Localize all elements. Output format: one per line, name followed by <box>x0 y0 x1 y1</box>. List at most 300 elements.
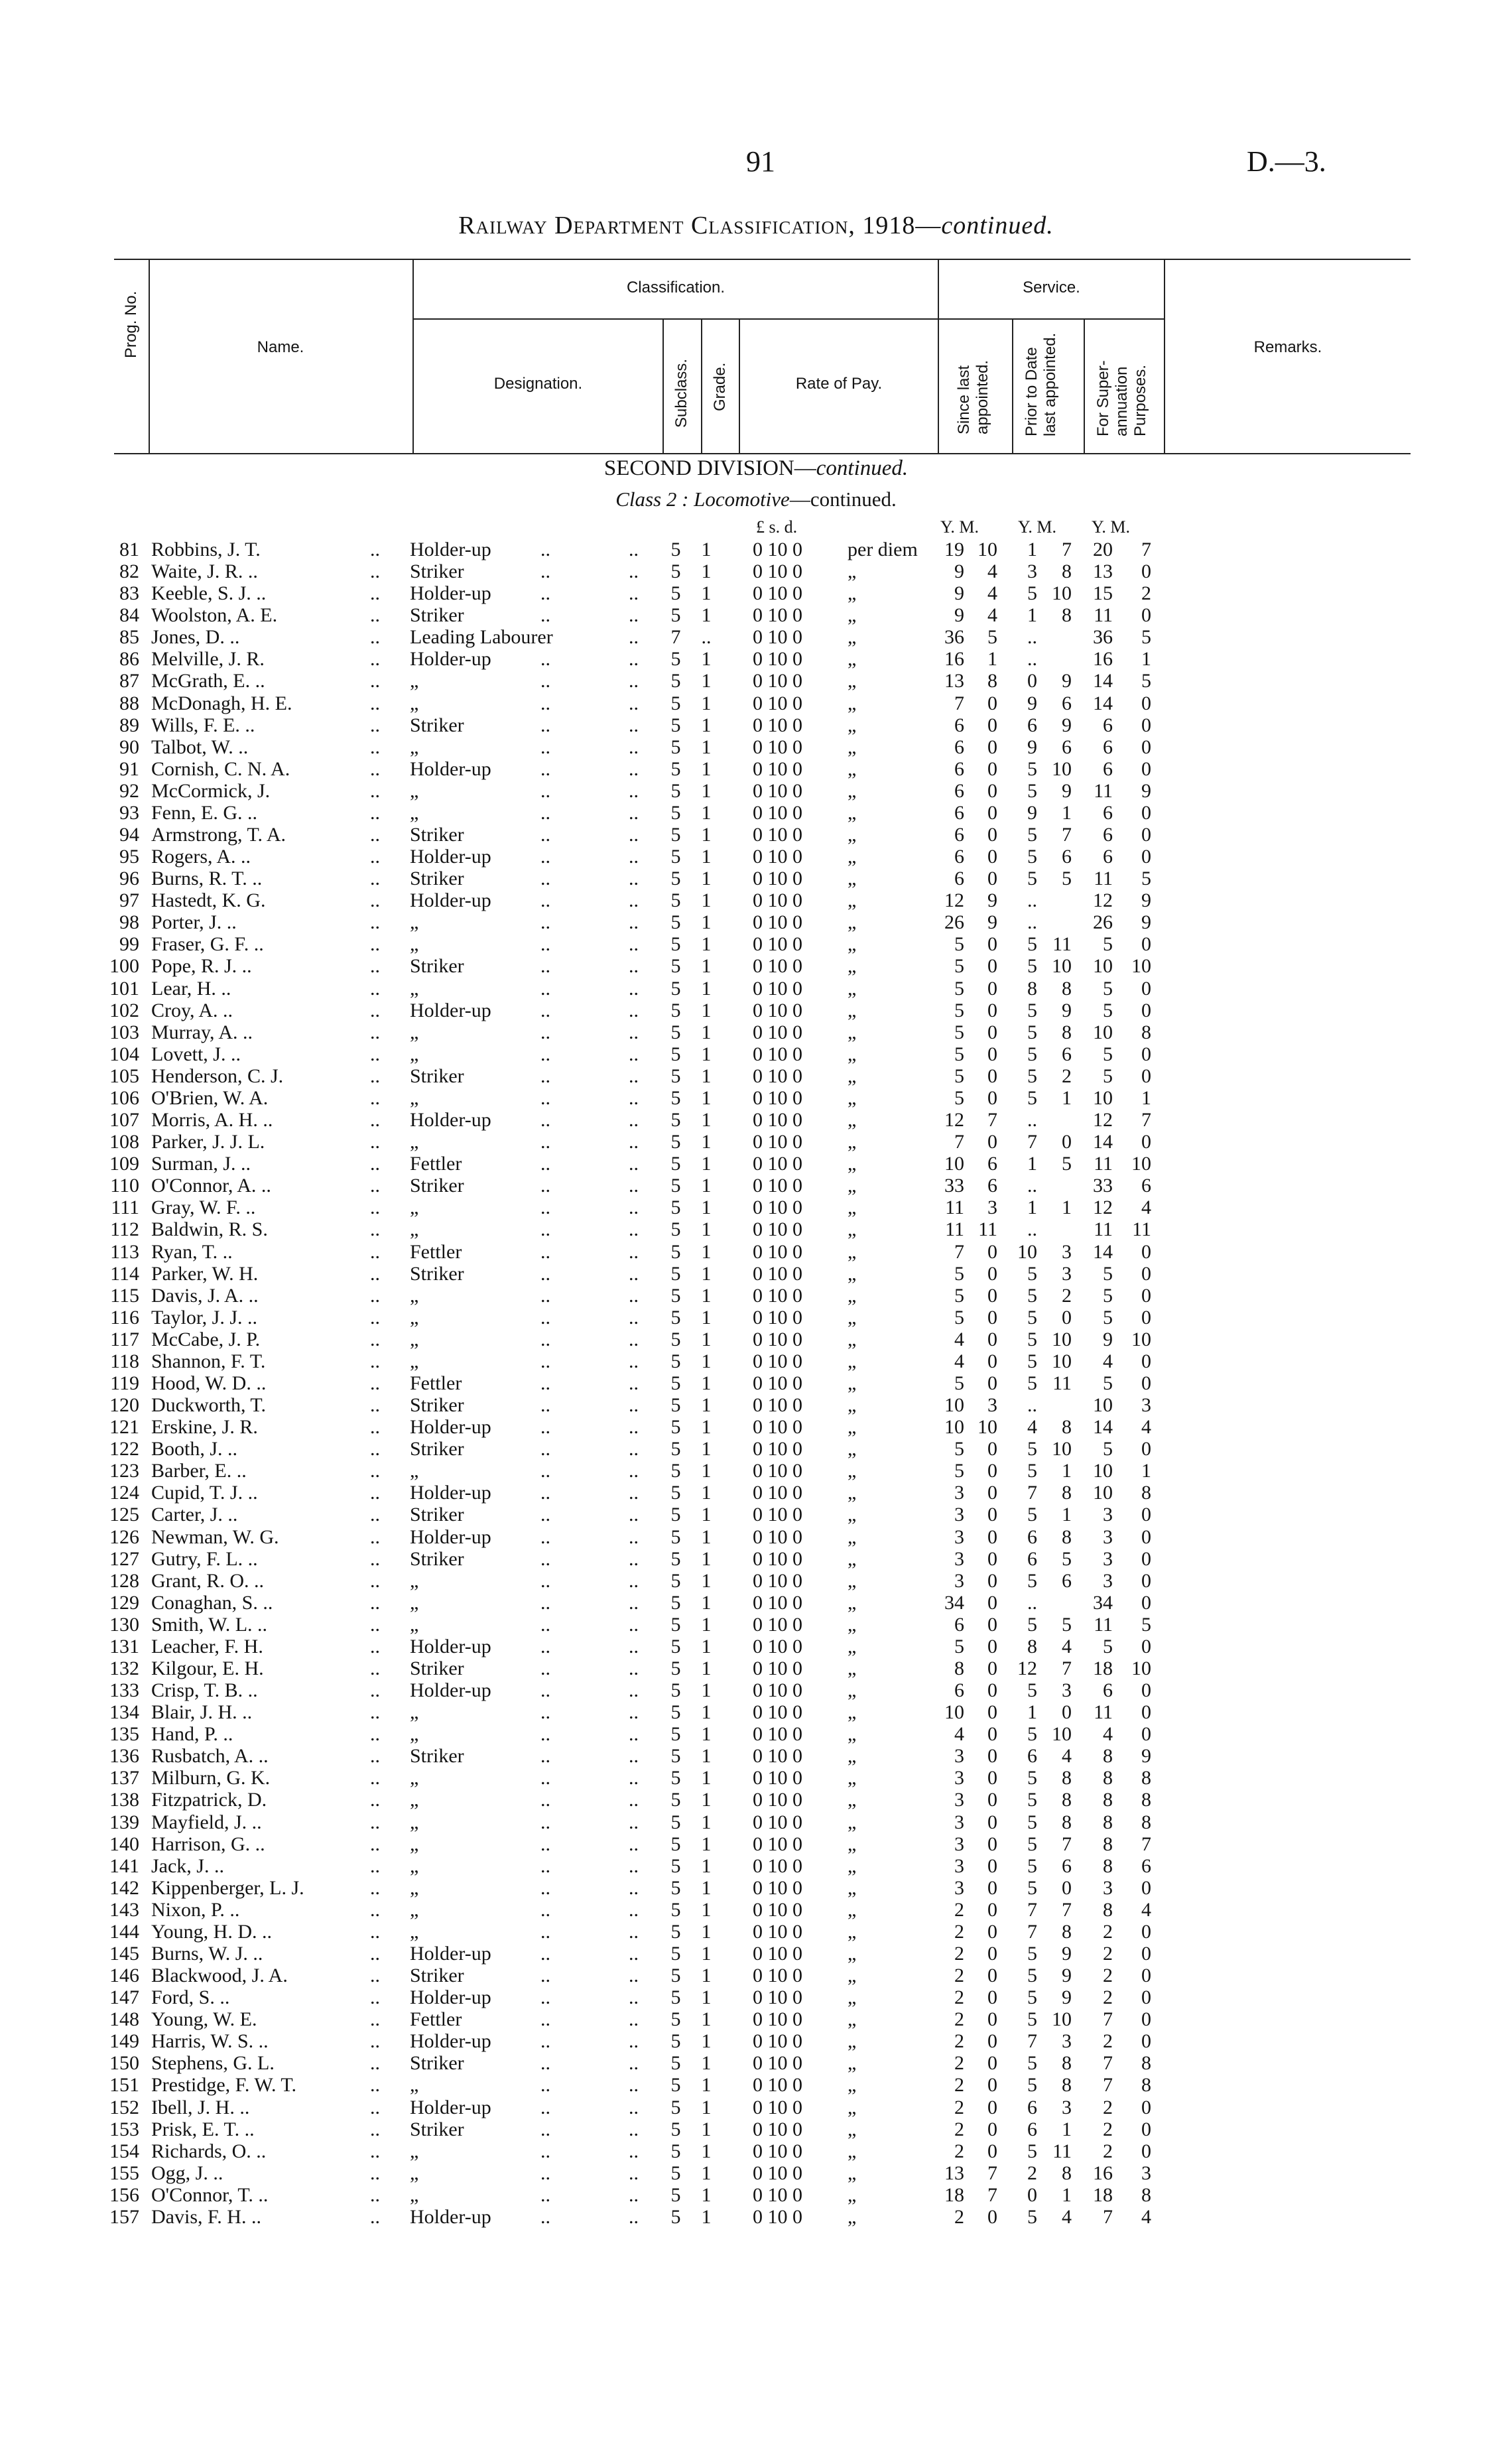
leader-dots: .. <box>540 2183 550 2206</box>
rate-of-pay: 0 10 0 <box>753 648 802 671</box>
subclass: 5 <box>670 1723 681 1746</box>
table-row <box>0 2162 1512 2184</box>
since-years: 11 <box>945 1197 964 1219</box>
rate-of-pay: 0 10 0 <box>753 2008 802 2031</box>
since-months: 0 <box>987 1569 997 1592</box>
leader-dots: .. <box>629 1657 639 1679</box>
since-years: 2 <box>954 2052 964 2075</box>
since-years: 11 <box>945 1218 964 1241</box>
leader-dots: .. <box>540 1811 550 1833</box>
leader-dots: .. <box>370 1591 380 1614</box>
designation: „ <box>410 1218 419 1241</box>
super-months: 0 <box>1141 1635 1151 1657</box>
table-body <box>0 539 1512 2228</box>
prog-no: 143 <box>109 1898 139 1921</box>
prog-no: 91 <box>119 757 139 780</box>
since-years: 13 <box>944 670 964 692</box>
leader-dots: .. <box>540 1920 550 1943</box>
leader-dots: .. <box>629 1701 639 1724</box>
prog-no: 95 <box>119 846 139 868</box>
leader-dots: .. <box>629 999 639 1021</box>
since-years: 10 <box>944 1416 964 1439</box>
leader-dots: .. <box>629 1943 639 1965</box>
leader-dots: .. <box>540 868 550 890</box>
grade: 1 <box>701 1175 712 1197</box>
super-years: 5 <box>1103 1043 1113 1065</box>
prior-years: 5 <box>1027 2074 1037 2097</box>
super-months: 0 <box>1141 1525 1151 1548</box>
since-years: 7 <box>954 1240 964 1263</box>
since-years: 2 <box>954 1986 964 2009</box>
rate-unit: „ <box>848 1086 857 1109</box>
leader-dots: .. <box>540 1262 550 1285</box>
leader-dots: .. <box>540 1569 550 1592</box>
designation: Striker <box>410 560 464 583</box>
leader-dots: .. <box>540 1767 550 1789</box>
rate-unit: „ <box>848 1460 857 1482</box>
leader-dots: .. <box>629 1833 639 1855</box>
table-row <box>0 1482 1512 1504</box>
table-row <box>0 2074 1512 2096</box>
leader-dots: .. <box>370 1438 380 1460</box>
since-years: 5 <box>954 955 964 978</box>
name: Blair, J. H. .. <box>151 1701 253 1724</box>
rate-of-pay: 0 10 0 <box>753 1635 802 1657</box>
leader-dots: .. <box>370 1240 380 1263</box>
prior-months: 7 <box>1062 1833 1072 1855</box>
table-row <box>0 1965 1512 1986</box>
leader-dots: .. <box>540 977 550 1000</box>
subclass: 5 <box>670 539 681 560</box>
leader-dots: .. <box>629 1482 639 1504</box>
name: Booth, J. .. <box>151 1438 238 1460</box>
table-row <box>0 1218 1512 1240</box>
rate-unit: „ <box>848 2183 857 2206</box>
designation: „ <box>410 801 419 824</box>
leader-dots: .. <box>370 604 380 627</box>
rate-of-pay: 0 10 0 <box>753 1613 802 1636</box>
grade: 1 <box>701 1328 712 1350</box>
name: Porter, J. .. <box>151 911 237 934</box>
grade: 1 <box>701 1482 712 1504</box>
rate-unit: „ <box>848 1416 857 1439</box>
table-row <box>0 780 1512 802</box>
subclass: 5 <box>670 648 681 671</box>
since-months: 0 <box>987 2096 997 2118</box>
subclass: 5 <box>670 999 681 1021</box>
designation: „ <box>410 1833 419 1855</box>
designation: Striker <box>410 1547 464 1570</box>
designation: „ <box>410 2162 419 2184</box>
name: Milburn, G. K. <box>151 1767 271 1789</box>
prior-months: 4 <box>1062 2205 1072 2228</box>
rate-of-pay: 0 10 0 <box>753 2140 802 2162</box>
rate-unit: „ <box>848 1701 857 1724</box>
rate-of-pay: 0 10 0 <box>753 1876 802 1899</box>
table-row <box>0 1438 1512 1460</box>
leader-dots: .. <box>540 1086 550 1109</box>
leader-dots: .. <box>370 626 380 649</box>
since-years: 6 <box>954 1613 964 1636</box>
super-years: 6 <box>1103 757 1113 780</box>
since-years: 5 <box>954 1065 964 1087</box>
prior-years: 5 <box>1027 1986 1037 2009</box>
since-months: 0 <box>987 779 997 802</box>
table-row <box>0 1570 1512 1592</box>
leader-dots: .. <box>629 648 639 671</box>
rate-of-pay: 0 10 0 <box>753 1043 802 1065</box>
rate-unit: „ <box>848 933 857 956</box>
prog-no: 150 <box>109 2052 139 2075</box>
designation: Holder-up <box>410 1525 491 1548</box>
divider <box>1084 318 1085 454</box>
prior-years: 5 <box>1027 1679 1037 1702</box>
super-years: 6 <box>1103 846 1113 868</box>
super-years: 6 <box>1103 736 1113 758</box>
designation: „ <box>410 1086 419 1109</box>
subclass: 5 <box>670 1657 681 1679</box>
rate-unit: „ <box>848 868 857 890</box>
prog-no: 96 <box>119 868 139 890</box>
name: Melville, J. R. <box>151 648 265 671</box>
designation: „ <box>410 1613 419 1636</box>
table-row <box>0 1899 1512 1921</box>
prior-months: 4 <box>1062 1635 1072 1657</box>
super-months: 0 <box>1141 933 1151 956</box>
prior-years: 5 <box>1027 779 1037 802</box>
grade: 1 <box>701 1372 712 1394</box>
leader-dots: .. <box>629 1131 639 1153</box>
since-years: 10 <box>944 1394 964 1417</box>
prior-months: 1 <box>1062 2183 1072 2206</box>
grade: 1 <box>701 648 712 671</box>
since-months: 9 <box>987 889 997 912</box>
leader-dots: .. <box>370 1745 380 1768</box>
leader-dots: .. <box>629 1789 639 1811</box>
grade: 1 <box>701 1350 712 1372</box>
rate-unit: „ <box>848 1372 857 1394</box>
super-years: 2 <box>1103 1920 1113 1943</box>
rate-unit: „ <box>848 1591 857 1614</box>
prog-no: 84 <box>119 604 139 627</box>
leader-dots: .. <box>370 1854 380 1877</box>
super-months: 0 <box>1141 1876 1151 1899</box>
super-years: 7 <box>1103 2205 1113 2228</box>
rate-unit: „ <box>848 1109 857 1132</box>
since-months: 0 <box>987 1876 997 1899</box>
leader-dots: .. <box>540 670 550 692</box>
leader-dots: .. <box>540 1021 550 1043</box>
grade: 1 <box>701 539 712 560</box>
leader-dots: .. <box>540 1833 550 1855</box>
leader-dots: .. <box>540 1240 550 1263</box>
prior-years: 7 <box>1027 1898 1037 1921</box>
since-months: 0 <box>987 1284 997 1307</box>
since-months: 1 <box>987 648 997 671</box>
prog-no: 103 <box>109 1021 139 1043</box>
leader-dots: .. <box>540 955 550 978</box>
super-years: 2 <box>1103 1986 1113 2009</box>
prog-no: 135 <box>109 1723 139 1746</box>
rate-unit: „ <box>848 582 857 605</box>
prior-months: 6 <box>1062 1043 1072 1065</box>
super-years: 2 <box>1103 2140 1113 2162</box>
grade: 1 <box>701 1218 712 1241</box>
leader-dots: .. <box>629 801 639 824</box>
rate-of-pay: 0 10 0 <box>753 692 802 714</box>
rate-of-pay: 0 10 0 <box>753 1679 802 1702</box>
table-header <box>114 259 1411 474</box>
prog-no: 106 <box>109 1086 139 1109</box>
grade: 1 <box>701 1920 712 1943</box>
subclass: 5 <box>670 1065 681 1087</box>
rate-of-pay: 0 10 0 <box>753 1109 802 1132</box>
table-row <box>0 1372 1512 1394</box>
col-name: Name. <box>257 338 304 356</box>
table-row <box>0 2118 1512 2140</box>
col-service: Service. <box>1023 279 1080 296</box>
name: Davis, F. H. .. <box>151 2205 261 2228</box>
leader-dots: .. <box>370 1525 380 1548</box>
rate-of-pay: 0 10 0 <box>753 824 802 846</box>
name: McCormick, J. <box>151 779 271 802</box>
since-months: 0 <box>987 1723 997 1746</box>
rate-unit: „ <box>848 648 857 671</box>
designation: „ <box>410 1723 419 1746</box>
prior-months: 3 <box>1062 2030 1072 2053</box>
super-years: 10 <box>1093 955 1113 978</box>
prog-no: 86 <box>119 648 139 671</box>
super-months: 0 <box>1141 1240 1151 1263</box>
prog-no: 124 <box>109 1482 139 1504</box>
grade: 1 <box>701 757 712 780</box>
table-row <box>0 1328 1512 1350</box>
designation: Leading Labourer <box>410 626 553 649</box>
designation: „ <box>410 1876 419 1899</box>
super-months: 0 <box>1141 999 1151 1021</box>
name: Jack, J. .. <box>151 1854 224 1877</box>
prior-years: .. <box>1027 648 1037 671</box>
rate-of-pay: 0 10 0 <box>753 604 802 627</box>
super-months: 4 <box>1141 2205 1151 2228</box>
prior-months: 10 <box>1052 1328 1072 1350</box>
subclass: 5 <box>670 2074 681 2097</box>
prog-no: 112 <box>110 1218 139 1241</box>
table-row <box>0 582 1512 604</box>
leader-dots: .. <box>629 1569 639 1592</box>
since-years: 5 <box>954 933 964 956</box>
subclass: 5 <box>670 1218 681 1241</box>
super-years: 15 <box>1093 582 1113 605</box>
rate-of-pay: 0 10 0 <box>753 626 802 649</box>
prior-months: 1 <box>1062 1460 1072 1482</box>
prog-no: 131 <box>109 1635 139 1657</box>
super-months: 0 <box>1141 846 1151 868</box>
leader-dots: .. <box>370 1262 380 1285</box>
table-row <box>0 1131 1512 1153</box>
prog-no: 85 <box>119 626 139 649</box>
rate-of-pay: 0 10 0 <box>753 1701 802 1724</box>
leader-dots: .. <box>629 1065 639 1087</box>
since-years: 2 <box>954 2030 964 2053</box>
col-classification: Classification. <box>626 279 725 296</box>
name: Carter, J. .. <box>151 1504 238 1526</box>
since-years: 6 <box>954 714 964 736</box>
rate-of-pay: 0 10 0 <box>753 670 802 692</box>
name: Young, W. E. <box>151 2008 257 2031</box>
name: Gutry, F. L. .. <box>151 1547 258 1570</box>
prior-years: 5 <box>1027 2205 1037 2228</box>
name: Duckworth, T. <box>151 1394 267 1417</box>
leader-dots: .. <box>370 1175 380 1197</box>
super-years: 14 <box>1093 1416 1113 1439</box>
leader-dots: .. <box>370 933 380 956</box>
grade: 1 <box>701 1679 712 1702</box>
leader-dots: .. <box>629 604 639 627</box>
since-years: 2 <box>954 2008 964 2031</box>
prior-months: 8 <box>1062 1525 1072 1548</box>
prior-years: 5 <box>1027 1504 1037 1526</box>
name: Blackwood, J. A. <box>151 1965 288 1987</box>
prior-months: 10 <box>1052 757 1072 780</box>
leader-dots: .. <box>370 889 380 912</box>
name: Burns, W. J. .. <box>151 1943 263 1965</box>
since-months: 0 <box>987 1613 997 1636</box>
rate-unit: „ <box>848 1876 857 1899</box>
super-months: 9 <box>1141 889 1151 912</box>
since-months: 0 <box>987 2205 997 2228</box>
subclass: 5 <box>670 1086 681 1109</box>
rate-unit: „ <box>848 1613 857 1636</box>
since-months: 9 <box>987 911 997 934</box>
subclass: 5 <box>670 1525 681 1548</box>
subclass: 5 <box>670 1175 681 1197</box>
prior-months: 8 <box>1062 1021 1072 1043</box>
rate-of-pay: 0 10 0 <box>753 933 802 956</box>
grade: 1 <box>701 1811 712 1833</box>
super-months: 0 <box>1141 604 1151 627</box>
name: Smith, W. L. .. <box>151 1613 268 1636</box>
subclass: 5 <box>670 977 681 1000</box>
rate-unit: „ <box>848 1525 857 1548</box>
prior-months: 10 <box>1052 1438 1072 1460</box>
leader-dots: .. <box>629 1504 639 1526</box>
designation: Holder-up <box>410 757 491 780</box>
grade: 1 <box>701 2140 712 2162</box>
designation: Striker <box>410 1745 464 1768</box>
super-months: 0 <box>1141 1679 1151 1702</box>
super-months: 5 <box>1141 626 1151 649</box>
since-years: 34 <box>944 1591 964 1614</box>
subclass: 5 <box>670 1943 681 1965</box>
super-years: 14 <box>1093 670 1113 692</box>
prog-no: 115 <box>110 1284 139 1307</box>
divider <box>662 318 664 454</box>
super-months: 6 <box>1141 1175 1151 1197</box>
prior-years: 5 <box>1027 1438 1037 1460</box>
leader-dots: .. <box>629 736 639 758</box>
super-years: 10 <box>1093 1394 1113 1417</box>
rate-unit: „ <box>848 1153 857 1175</box>
leader-dots: .. <box>370 1109 380 1132</box>
rate-of-pay: 0 10 0 <box>753 1920 802 1943</box>
name: Gray, W. F. .. <box>151 1197 256 1219</box>
leader-dots: .. <box>370 2008 380 2031</box>
super-months: 0 <box>1141 1701 1151 1724</box>
name: Keeble, S. J. .. <box>151 582 267 605</box>
prior-years: 5 <box>1027 1284 1037 1307</box>
rate-unit: „ <box>848 824 857 846</box>
super-months: 0 <box>1141 1504 1151 1526</box>
super-months: 3 <box>1141 1394 1151 1417</box>
rate-of-pay: 0 10 0 <box>753 911 802 934</box>
subclass: 5 <box>670 1767 681 1789</box>
leader-dots: .. <box>540 1943 550 1965</box>
rate-of-pay: 0 10 0 <box>753 736 802 758</box>
super-years: 5 <box>1103 1306 1113 1328</box>
prior-years: 9 <box>1027 736 1037 758</box>
prior-months: 8 <box>1062 1416 1072 1439</box>
since-years: 10 <box>944 1701 964 1724</box>
prog-no: 90 <box>119 736 139 758</box>
grade: 1 <box>701 1438 712 1460</box>
rate-of-pay: 0 10 0 <box>753 955 802 978</box>
name: Robbins, J. T. <box>151 539 261 560</box>
prog-no: 132 <box>109 1657 139 1679</box>
super-months: 1 <box>1141 1086 1151 1109</box>
since-months: 0 <box>987 1811 997 1833</box>
prior-years: 5 <box>1027 1876 1037 1899</box>
designation: Striker <box>410 868 464 890</box>
name: Parker, J. J. L. <box>151 1131 265 1153</box>
leader-dots: .. <box>540 1197 550 1219</box>
rate-of-pay: 0 10 0 <box>753 1811 802 1833</box>
subclass: 5 <box>670 1328 681 1350</box>
since-months: 0 <box>987 1854 997 1877</box>
leader-dots: .. <box>629 1986 639 2009</box>
since-years: 2 <box>954 1943 964 1965</box>
prior-years: 5 <box>1027 1613 1037 1636</box>
since-months: 0 <box>987 1657 997 1679</box>
prior-months: 1 <box>1062 2118 1072 2140</box>
grade: 1 <box>701 736 712 758</box>
super-months: 0 <box>1141 1065 1151 1087</box>
leader-dots: .. <box>540 1328 550 1350</box>
name: McCabe, J. P. <box>151 1328 261 1350</box>
subclass: 5 <box>670 1109 681 1132</box>
leader-dots: .. <box>540 1438 550 1460</box>
leader-dots: .. <box>629 824 639 846</box>
name: Newman, W. G. <box>151 1525 279 1548</box>
prior-months: 0 <box>1062 1131 1072 1153</box>
leader-dots: .. <box>540 1789 550 1811</box>
super-months: 8 <box>1141 1767 1151 1789</box>
rate-of-pay: 0 10 0 <box>753 2052 802 2075</box>
leader-dots: .. <box>540 933 550 956</box>
prior-months: 10 <box>1052 955 1072 978</box>
prog-no: 152 <box>109 2096 139 2118</box>
super-years: 6 <box>1103 824 1113 846</box>
designation: Striker <box>410 824 464 846</box>
leader-dots: .. <box>540 1065 550 1087</box>
grade: 1 <box>701 1153 712 1175</box>
super-years: 5 <box>1103 1262 1113 1285</box>
subclass: 5 <box>670 1854 681 1877</box>
subclass: 5 <box>670 1131 681 1153</box>
subclass: 5 <box>670 1569 681 1592</box>
super-years: 12 <box>1093 889 1113 912</box>
rate-unit: „ <box>848 2052 857 2075</box>
